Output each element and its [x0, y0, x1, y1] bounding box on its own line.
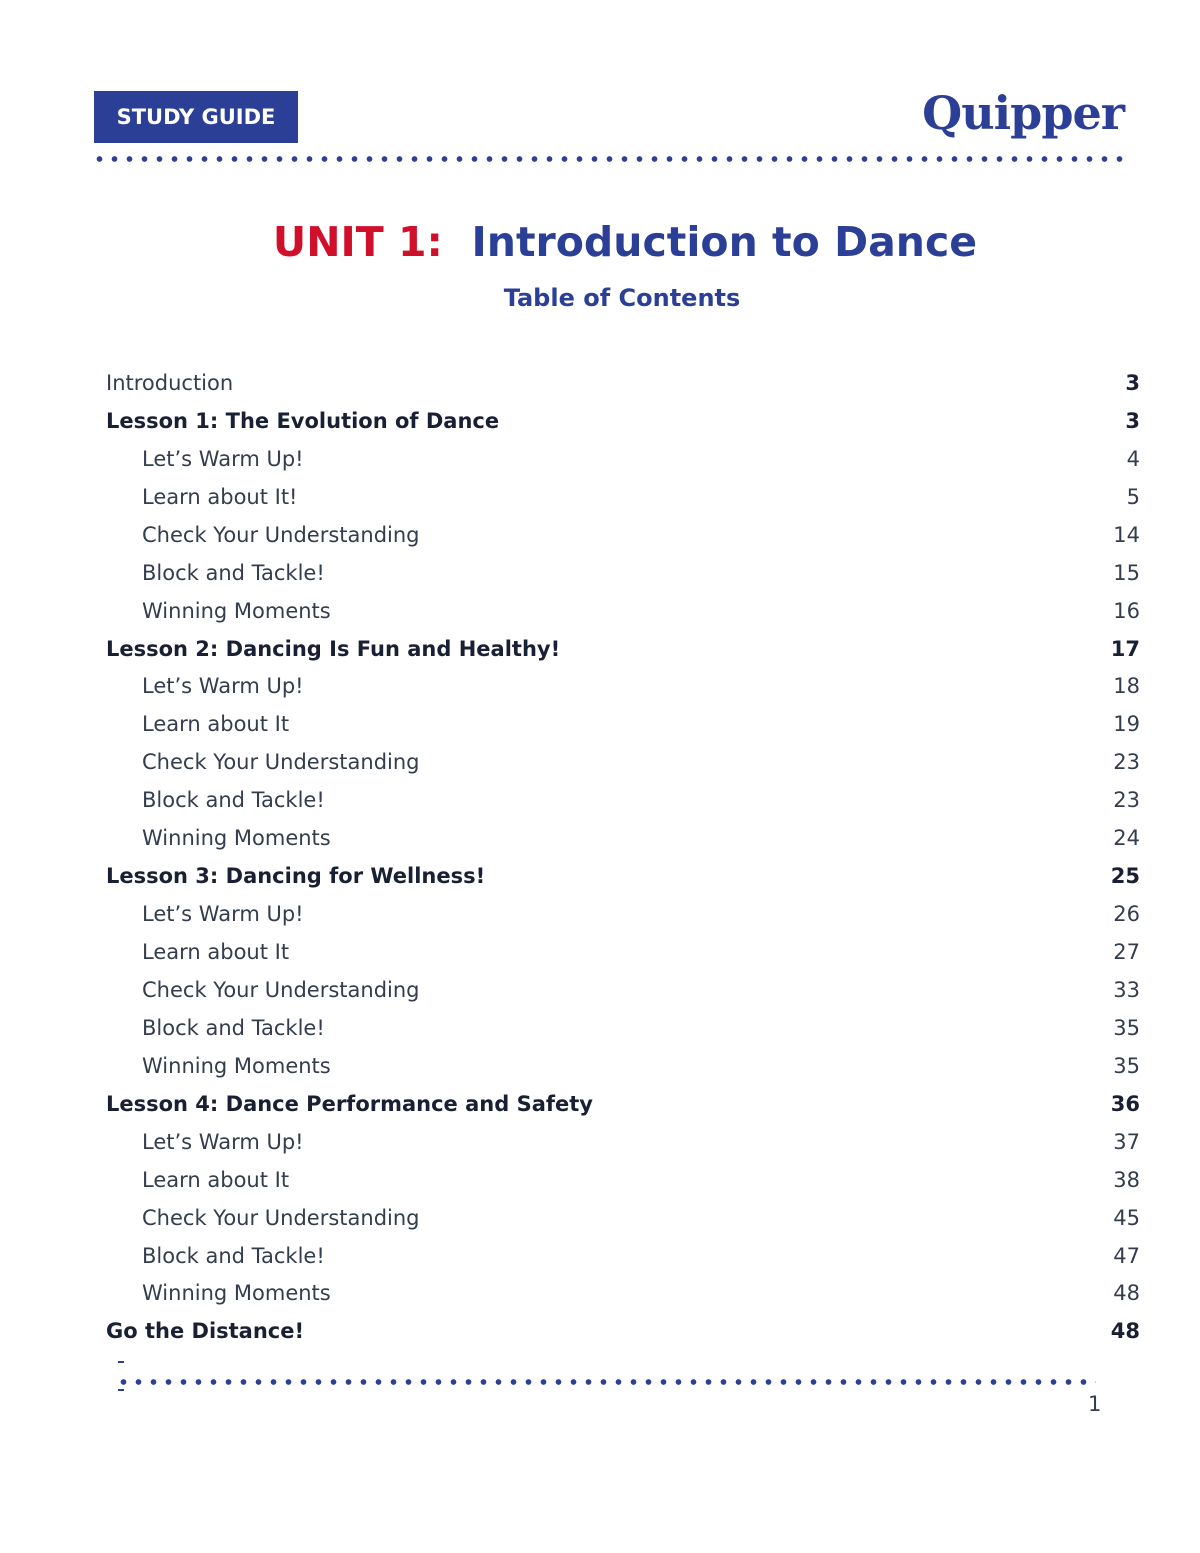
page-title	[0, 218, 1200, 266]
toc-entry-page: 48	[1110, 1319, 1140, 1344]
toc-entry-page: 3	[1125, 370, 1140, 395]
toc-entry-label: Learn about It	[142, 940, 290, 965]
page-number: 1	[1088, 1392, 1102, 1416]
toc-entry-go-the-distance[interactable]	[106, 1312, 1140, 1350]
toc-entry-label: Lesson 3: Dancing for Wellness!	[106, 864, 486, 889]
toc-entry-label: Block and Tackle!	[142, 1243, 325, 1268]
toc-entry-page: 24	[1113, 826, 1140, 851]
toc-entry-label: Lesson 2: Dancing Is Fun and Healthy!	[106, 636, 561, 661]
toc-entry-lesson-3[interactable]	[106, 857, 1140, 895]
toc-entry-label: Lesson 4: Dance Performance and Safety	[106, 1091, 593, 1116]
toc-entry-sub[interactable]	[106, 478, 1140, 516]
toc-entry-page: 5	[1126, 484, 1140, 509]
toc-entry-label: Winning Moments	[142, 1053, 331, 1078]
toc-entry-sub[interactable]	[106, 1009, 1140, 1047]
toc-entry-page: 16	[1113, 598, 1140, 623]
toc-entry-sub[interactable]	[106, 668, 1140, 706]
toc-entry-sub[interactable]	[106, 971, 1140, 1009]
toc-entry-label: Check Your Understanding	[142, 977, 420, 1002]
footer-marker	[118, 1389, 124, 1391]
toc-entry-label: Winning Moments	[142, 826, 331, 851]
toc-entry-label: Let’s Warm Up!	[142, 902, 304, 927]
toc-entry-page: 27	[1113, 940, 1140, 965]
toc-entry-page: 19	[1113, 712, 1140, 737]
toc-entry-sub[interactable]	[106, 933, 1140, 971]
toc-entry-label: Let’s Warm Up!	[142, 446, 304, 471]
toc-entry-page: 23	[1113, 788, 1140, 813]
toc-entry-sub[interactable]	[106, 1237, 1140, 1275]
toc-entry-page: 18	[1113, 674, 1140, 699]
toc-entry-sub[interactable]	[106, 592, 1140, 630]
toc-entry-label: Check Your Understanding	[142, 750, 420, 775]
toc-entry-page: 25	[1110, 864, 1140, 889]
toc-entry-page: 4	[1126, 446, 1140, 471]
toc-entry-label: Check Your Understanding	[142, 1205, 420, 1230]
toc-entry-label: Introduction	[106, 370, 234, 395]
toc-entry-sub[interactable]	[106, 516, 1140, 554]
toc-entry-label: Let’s Warm Up!	[142, 674, 304, 699]
toc-entry-page: 17	[1110, 636, 1140, 661]
toc-entry-page: 47	[1113, 1243, 1140, 1268]
quipper-logo: Quipper	[922, 86, 1124, 140]
toc-entry-label: Learn about It!	[142, 484, 298, 509]
toc-entry-sub[interactable]	[106, 743, 1140, 781]
toc-entry-page: 35	[1113, 1015, 1140, 1040]
toc-entry-page: 3	[1125, 408, 1140, 433]
header-dotted-divider	[92, 156, 1128, 162]
toc-entry-page: 23	[1113, 750, 1140, 775]
toc-entry-sub[interactable]	[106, 819, 1140, 857]
toc-entry-label: Learn about It	[142, 712, 290, 737]
toc-entry-sub[interactable]	[106, 895, 1140, 933]
unit-name: Introduction to Dance	[471, 218, 978, 266]
toc-entry-introduction[interactable]	[106, 364, 1140, 402]
toc-entry-sub[interactable]	[106, 554, 1140, 592]
toc-entry-label: Block and Tackle!	[142, 560, 325, 585]
toc-entry-sub[interactable]	[106, 1275, 1140, 1313]
toc-entry-label: Block and Tackle!	[142, 1015, 325, 1040]
toc-entry-label: Winning Moments	[142, 1281, 331, 1306]
toc-entry-sub[interactable]	[106, 1199, 1140, 1237]
toc-entry-lesson-4[interactable]	[106, 1085, 1140, 1123]
toc-entry-label: Check Your Understanding	[142, 522, 420, 547]
toc-heading: Table of Contents	[503, 284, 741, 312]
toc-entry-sub[interactable]	[106, 1123, 1140, 1161]
toc-entry-page: 35	[1113, 1053, 1140, 1078]
toc-entry-page: 45	[1113, 1205, 1140, 1230]
toc-entry-page: 48	[1113, 1281, 1140, 1306]
toc-entry-label: Let’s Warm Up!	[142, 1129, 304, 1154]
toc-entry-page: 26	[1113, 902, 1140, 927]
toc-entry-page: 36	[1110, 1091, 1140, 1116]
toc-entry-sub[interactable]	[106, 1047, 1140, 1085]
toc-entry-label: Winning Moments	[142, 598, 331, 623]
toc-entry-label: Go the Distance!	[106, 1319, 305, 1344]
unit-label: UNIT 1:	[272, 218, 443, 266]
toc-entry-label: Learn about It	[142, 1167, 290, 1192]
toc-entry-sub[interactable]	[106, 1161, 1140, 1199]
toc-entry-lesson-2[interactable]	[106, 630, 1140, 668]
table-of-contents	[106, 364, 1140, 1350]
toc-entry-page: 14	[1113, 522, 1140, 547]
toc-entry-page: 15	[1113, 560, 1140, 585]
badge-label: STUDY GUIDE	[116, 105, 276, 129]
footer-marker	[118, 1361, 124, 1363]
toc-entry-sub[interactable]	[106, 705, 1140, 743]
toc-entry-label: Lesson 1: The Evolution of Dance	[106, 408, 500, 433]
toc-entry-sub[interactable]	[106, 781, 1140, 819]
study-guide-badge	[94, 91, 298, 143]
toc-entry-page: 37	[1113, 1129, 1140, 1154]
toc-entry-page: 33	[1113, 977, 1140, 1002]
toc-entry-lesson-1[interactable]	[106, 402, 1140, 440]
toc-entry-label: Block and Tackle!	[142, 788, 325, 813]
toc-entry-sub[interactable]	[106, 440, 1140, 478]
footer-dotted-divider	[116, 1379, 1096, 1385]
toc-entry-page: 38	[1113, 1167, 1140, 1192]
